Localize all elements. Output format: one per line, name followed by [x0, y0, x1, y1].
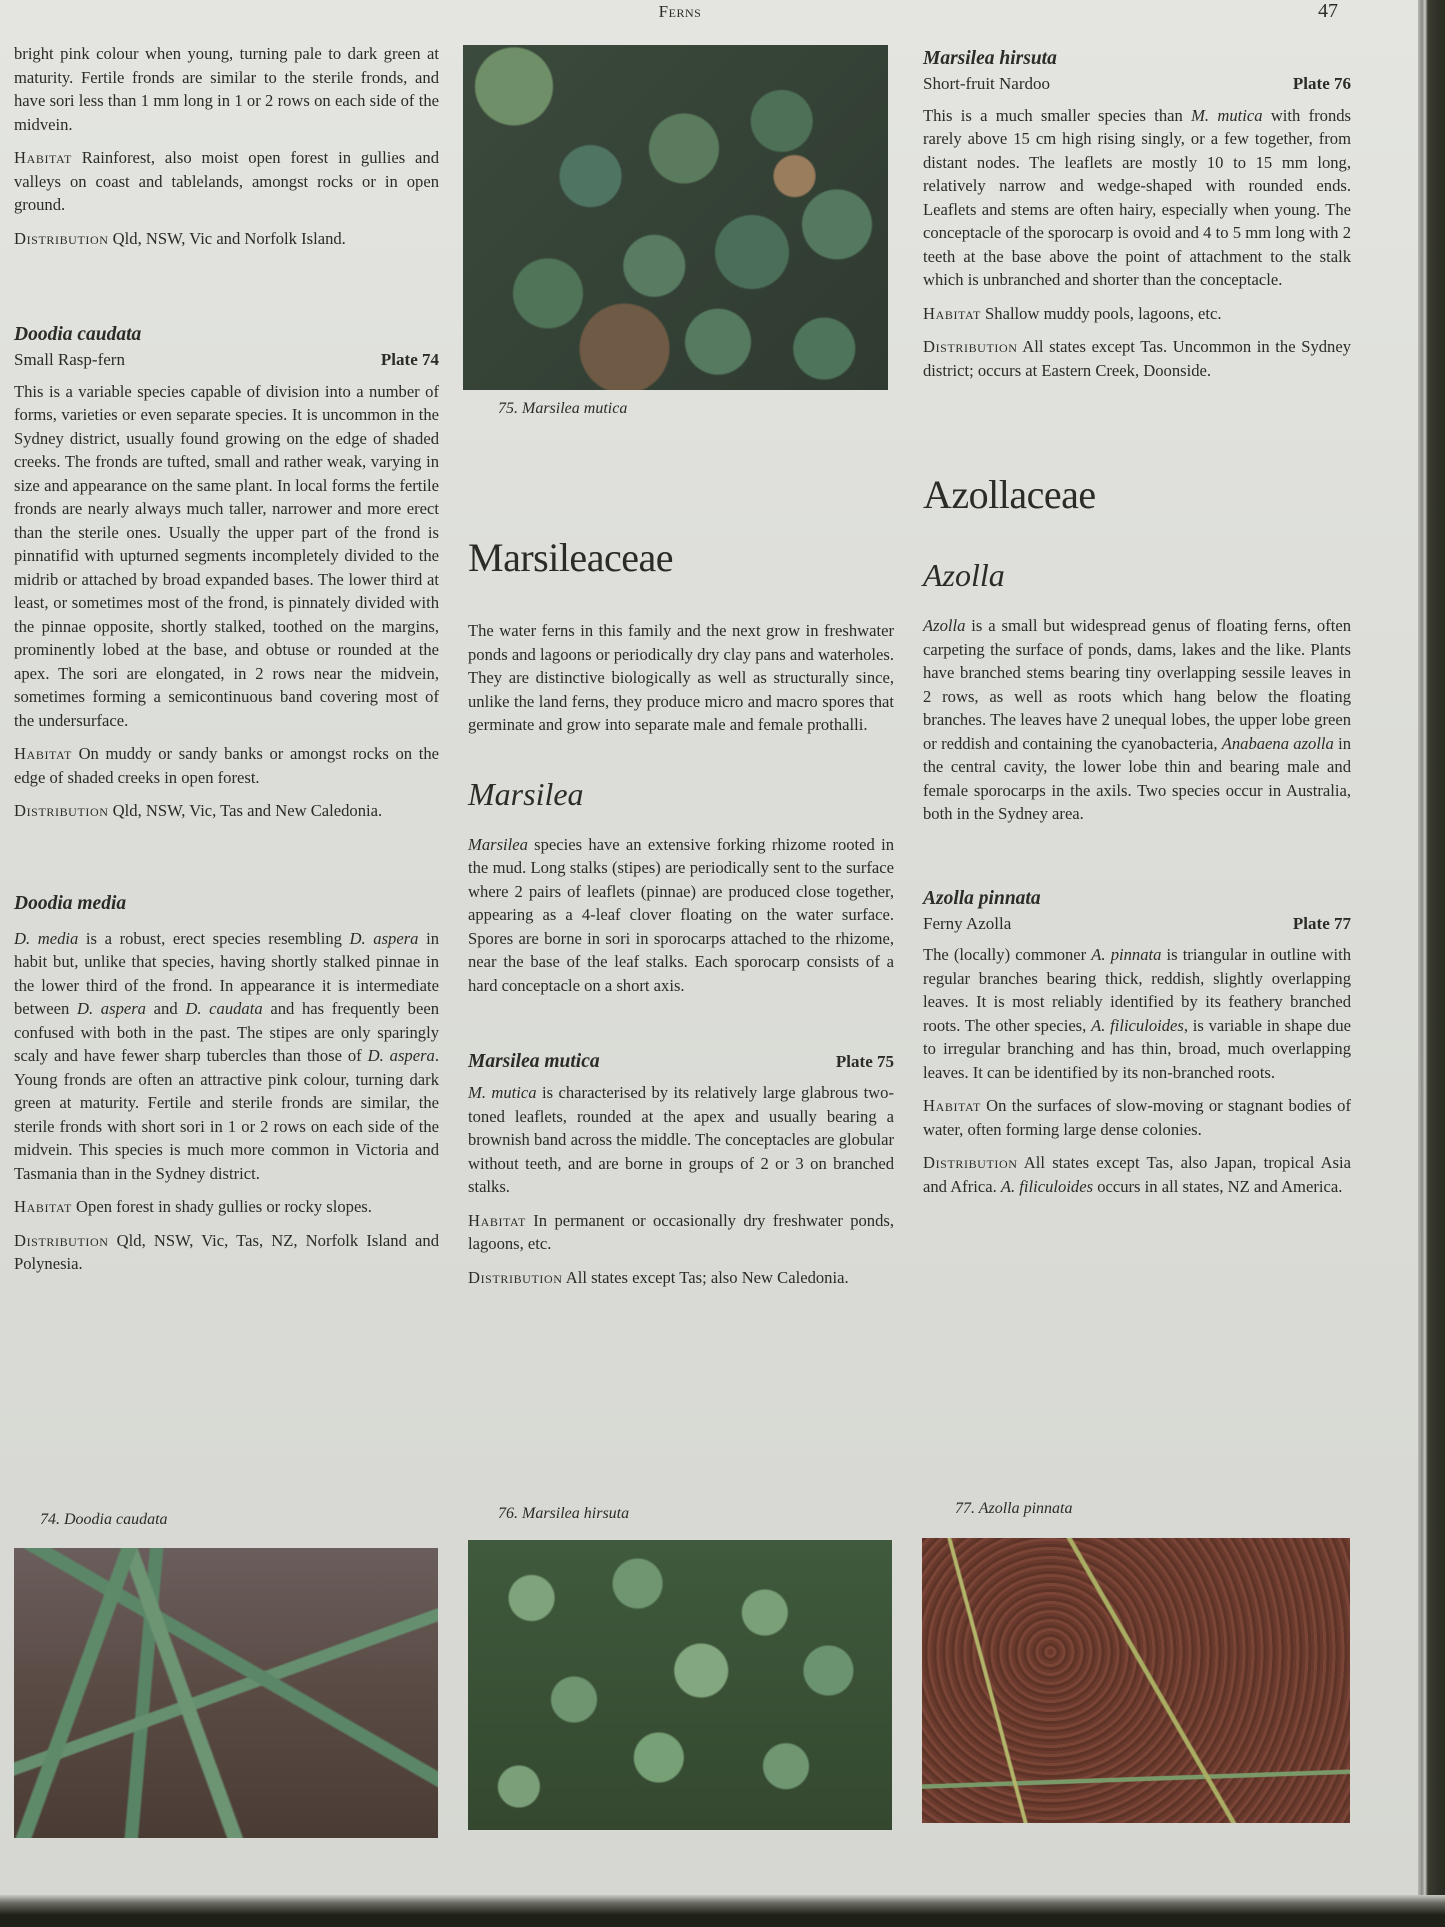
running-head: Ferns — [658, 2, 702, 21]
plate-74-photo — [14, 1548, 438, 1838]
species-description: M. mutica is characterised by its relatively large glabrous two-toned leaflets, rounded at the apex and usually bearing a brownish band across the middle. The conceptacles are globular without teeth, and are borne in groups of 2 or 3 on branched stalks. — [468, 1083, 894, 1196]
species-description: This is a variable species capable of division into a number of forms, varieties or even separate species. It is uncommon in the Sydney district, usually found growing on the edge of shaded creeks. The fronds are tufted, small and rather weak, varying in size and appearance on the same plant. In local forms the fertile fronds are nearly always much taller, narrower and more erect than the sterile ones. Usually the upper part of the frond is pinnatifid with upturned segments incompletely divided to the midrib or attached by broad expanded bases. The lower third at least, or sometimes most of the frond, is pinnately divided with the pinnae opposite, shortly stalked, toothed on the margins, prominently lobed at the base, and obtuse or rounded at the apex. The sori are elongated, in 2 rows near the midvein, sometimes forming a semicontinuous band covering most of the undersurface. — [14, 381, 439, 730]
common-name: Ferny Azolla — [923, 913, 1012, 933]
plate-77-photo — [922, 1538, 1350, 1823]
plate-75-caption: 75. Marsilea mutica — [498, 400, 628, 417]
right-column — [923, 46, 1351, 1208]
species-title: Doodia media — [14, 892, 127, 914]
genus-intro: Azolla is a small but widespread genus of floating ferns, often carpeting the surface of ponds, dams, lakes and the like. Plants have branched stems bearing tiny overlapping sessile leaves in 2 rows, as well as roots which hang below the floating branches. The leaves have 2 unequal lobes, the upper lobe green or reddish and containing the cyanobacteria, Anabaena azolla in the central cavity, the lower lobe thin and bearing male and female sporocarps in the axils. Two species occur in Australia, both in the Sydney area. — [923, 616, 1352, 823]
species-description: The (locally) commoner A. pinnata is triangular in outline with regular branches bearing thick, reddish, slightly overlapping leaves. It is most reliably identified by its feathery branched roots. The other species, A. filiculoides, is variable in shape due to irregular branching and has thin, broad, much overlapping leaves. It can be identified by its non-branched roots. — [923, 945, 1352, 1082]
species-title: Marsilea hirsuta — [923, 48, 1057, 69]
page-edge — [1418, 0, 1445, 1927]
distribution: Distribution Qld, NSW, Vic, Tas and New Caledonia. — [14, 801, 383, 820]
common-name: Short-fruit Nardoo — [923, 74, 1051, 93]
plate-reference: Plate 77 — [1292, 913, 1351, 933]
continuation-distribution: Distribution Qld, NSW, Vic and Norfolk Island. — [14, 228, 346, 248]
family-heading-marsileaceae: Marsileaceae — [468, 535, 673, 580]
habitat: Habitat Open forest in shady gullies or rocky slopes. — [14, 1197, 372, 1216]
habitat: Habitat In permanent or occasionally dry freshwater ponds, lagoons, etc. — [468, 1210, 895, 1253]
distribution: Distribution All states except Tas, also Japan, tropical Asia and Africa. A. filiculoides occurs in all states, NZ and America. — [923, 1153, 1351, 1196]
plate-77-caption: 77. Azolla pinnata — [955, 1500, 1073, 1517]
species-entry-marsilea-hirsuta — [923, 46, 1351, 382]
habitat: Habitat On the surfaces of slow-moving or stagnant bodies of water, often forming large dense colonies. — [923, 1096, 1351, 1139]
species-entry-marsilea-mutica — [468, 1049, 894, 1289]
genus-heading-azolla: Azolla — [923, 557, 1005, 593]
plate-76-photo — [468, 1540, 892, 1830]
plate-reference: Plate 74 — [380, 350, 439, 369]
habitat: Habitat On muddy or sandy banks or amongst rocks on the edge of shaded creeks in open forest. — [14, 744, 439, 787]
common-name: Small Rasp-fern — [14, 350, 125, 369]
distribution: Distribution Qld, NSW, Vic, Tas, NZ, Norfolk Island and Polynesia. — [14, 1230, 439, 1273]
species-description: This is a much smaller species than M. mutica with fronds rarely above 15 cm high rising singly, or a few together, from distant nodes. The leaflets are mostly 10 to 15 mm long, relatively narrow and wedge-shaped with rounded ends. Leaflets and stems are often hairy, especially when young. The conceptacle of the sporocarp is ovoid and 4 to 5 mm long with 2 teeth at the base above the point of attachment to the stalk which is unbranched and shorter than the conceptacle. — [923, 105, 1351, 289]
page-number: 47 — [1318, 0, 1338, 22]
page-bottom-shadow — [0, 1895, 1445, 1927]
species-entry-doodia-caudata — [14, 322, 439, 823]
species-entry-doodia-media — [14, 891, 439, 1276]
habitat-label: Habitat — [14, 148, 72, 167]
genus-intro: Marsilea species have an extensive forking rhizome rooted in the mud. Long stalks (stipes) are periodically sent to the surface where 2 pairs of leaflets (pinnae) are produced close together, appearing as a 4-leaf clover floating on the water surface. Spores are borne in sori in sporocarps attached to the rhizome, near the base of the leaf stalks. Each sporocarp consists of a hard conceptacle on a short axis. — [468, 834, 894, 995]
species-entry-azolla-pinnata — [923, 886, 1351, 1199]
species-title: Marsilea mutica — [468, 1051, 600, 1072]
distribution-label: Distribution — [14, 228, 109, 248]
plate-76-caption: 76. Marsilea hirsuta — [498, 1505, 630, 1522]
family-intro: The water ferns in this family and the next grow in freshwater ponds and lagoons or periodically dry clay pans and waterholes. They are distinctive biologically as well as structurally since, unlike the land ferns, they produce micro and macro spores that germinate and grow into separate male and female prothalli. — [468, 621, 894, 734]
species-title: Azolla pinnata — [923, 887, 1041, 909]
plate-reference: Plate 76 — [1292, 74, 1351, 93]
continuation-text: bright pink colour when young, turning pale to dark green at maturity. Fertile fronds are similar to the sterile fronds, and have sori less than 1 mm long in 1 or 2 rows on each side of the midvein. — [14, 44, 439, 134]
continuation-habitat: Habitat Rainforest, also moist open forest in gullies and valleys on coast and tablelands, amongst rocks or in open ground. — [14, 148, 439, 214]
plate-reference: Plate 75 — [835, 1052, 894, 1071]
left-column — [14, 42, 439, 1286]
family-heading-azollaceae: Azollaceae — [923, 472, 1096, 517]
distribution: Distribution All states except Tas; also New Caledonia. — [468, 1267, 849, 1287]
habitat: Habitat Shallow muddy pools, lagoons, etc. — [923, 303, 1222, 323]
middle-column — [468, 535, 894, 1299]
species-title: Doodia caudata — [14, 324, 142, 345]
plate-74-caption: 74. Doodia caudata — [40, 1511, 168, 1528]
species-description: D. media is a robust, erect species resembling D. aspera in habit but, unlike that species, having shortly stalked pinnae in the lower third of the frond. In appearance it is intermediate between D. aspera and D. caudata and has frequently been confused with both in the past. The stipes are only sparingly scaly and have fewer sharp tubercles than those of D. aspera. Young fronds are often an attractive pink colour, turning dark green at maturity. Fertile and sterile fronds are similar, the sterile fronds with short sori in 1 or 2 rows on each side of the midvein. This species is much more common in Victoria and Tasmania than in the Sydney district. — [14, 928, 440, 1183]
plate-75-photo — [463, 45, 888, 390]
distribution: Distribution All states except Tas. Uncommon in the Sydney district; occurs at Eastern Creek, Doonside. — [923, 337, 1351, 380]
genus-heading-marsilea: Marsilea — [468, 775, 584, 812]
